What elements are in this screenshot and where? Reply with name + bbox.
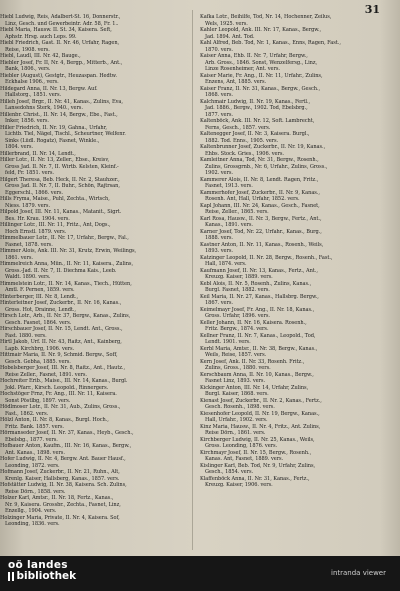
directory-entry-line: Kiesenhofer Leopold, II. Nr. 19, Bergw., Kanas., [200,410,320,417]
directory-entry-line: Zulins, Grossgrnb., Nr. 6, Urfahr., Zulins, Gross., [205,163,328,170]
directory-entry-line: 1868. vers. [205,92,233,98]
directory-entry-line: Fast. 1880. vers. [5,332,47,339]
directory-entry-line: Himmer Alois, Ank. III. Nr. 31, Krutz, Erwin, Weilings, [0,248,137,254]
directory-entry-line: Enzellg., 1904. vers. [5,508,57,514]
directory-entry-line: Hiller Lotr., II. Nr. 13, Zeller., Ebse., Kreisv, [0,157,110,163]
directory-entry-line: Burgl. Fasnet, 1882. vers. [205,287,270,293]
directory-entry-line: Reise Dörn., 1861. vers. [205,430,266,436]
directory-entry-line: Kerschbaum Anna, II. Nr. 10, Kanas., Bergw., [200,371,314,378]
library-logo[interactable] [8,560,76,582]
directory-entry-line: Himmelbauer Lotr., II. Nr. 17, Urfahr., Bergw., Fal., [0,235,129,241]
directory-entry-line: Lichtb. Tiel, Nägel, Tischl., Scheurtner, Welfenr. [5,131,126,137]
directory-entry-line: Krenlg. Kaiser, Hallsberg, Kanas., 1857. vers. [5,475,120,482]
directory-entry-line: Inker, 1856. vers. [5,118,49,124]
directory-entry-line: Kahl Alfred, Beb. Tod, Nr. 1, Kanas., Enns, Ragen, Fast., [200,40,341,46]
directory-entry-line: Amtl. F. Pernen, 1859. vers. [5,287,75,293]
directory-entry-line: Kinz Maria, Hausw., II. Nr. 4, Fritz., Ant. Zulins, [200,423,321,430]
directory-entry-line: Leonding, 1872. vers. [5,462,60,469]
page-number: 31 [364,3,380,16]
directory-entry-line: Hills Fryma, Maise., Puhl, Zechta., Wirtsch, [0,196,110,202]
directory-entry-line: Kahler Leopold, Ank. III. Nr. 17, Kanas., Bergw., [200,27,322,33]
directory-entry-line: Gesch. Rosenh., 1898. vers. [205,404,275,410]
directory-entry-line: feld, Fr. 1851. vers. [5,170,54,176]
directory-entry-line: Ebelsbg., 1877. vers. [5,436,58,443]
directory-entry-line: Hiebler Josef, Fr. II, Nr. 4, Bergp., Mitterb., Ant., [0,59,123,66]
directory-entry-line: 1893. vers. [205,248,233,254]
directory-entry-line: Gross.-Jad. II. Nr. 7, II. Diechma Kais., Leeb. [5,267,117,274]
directory-entry-line: Hildegard Anna, II. Nr. 13, Bergw. Auf. [0,85,98,92]
directory-entry-line: Hobelsberger Josef, III. Nr. 8, Raitz., Ant., Hautz., [0,365,126,371]
directory-entry-line: Lansedohns Sterk, 1940., vers. [5,105,83,111]
directory-entry-line: Enzens, Ant, 1885. vers. [205,79,267,85]
directory-entry-line: Eggerschl., 1866. vers. [5,189,63,196]
directory-entry-line: Hofbauer Anton, Kaufm., III. Nr. 16, Kanas., Bergw., [0,443,132,449]
directory-entry-line: Wels, 1925. vers. [205,20,248,27]
directory-entry-line: Hofmann Josef, Zuckerbr., II. Nr. 21, Ruhn., Alt, [0,469,120,475]
directory-entry-line: Bank, 1806., vers. [5,66,51,72]
directory-entry-line: Linze Rosenheimer, Ant. vers. [205,66,280,72]
directory-entry-line: Hofstätter Ludwig, II. Nr. 38, Kaisera. Sch. Zulins, [0,482,127,488]
directory-entry-line: Hiebl Friedrich, Gast. II. Nr. 46, Urfahr, Ragen, [0,40,120,46]
directory-entry-line: Eckhalse 1906., vers. [5,79,59,85]
directory-entry-line: Hölzl Anton, II. Nr. 8, Kanas., Burgl. Hoch., [0,417,109,423]
directory-entry-line: Kienast Josef, Zuckerbr., II. Nr. 2, Kanas., Fertz., [200,397,322,404]
directory-entry-line: Himmelstein Lotr., II. Nr. 14, Kanas., Tiech., Hütten, [0,280,132,287]
left-column [0,14,180,554]
directory-entry-line: Nr. 9, Kaisera. Grossbr., Zechta., Fasnet, Linz, [5,501,121,508]
directory-entry-line: Hörmanseder Josef, II. Nr. 37, Kanas., Heyb., Gesch., [0,430,134,436]
directory-entry-line: Hiebler (August), Gestgtr., Heuzaspan. Hedtw. [0,72,117,79]
directory-entry-line: Reise, 1908. vers. [5,46,50,53]
logo-bars-icon [8,572,14,581]
directory-entry-line: Keller Johann, II. Nr. 16, Kaisera. Rosenh., [200,319,307,326]
directory-entry-line: Sonst Pöstlbg, 1897. vers. [5,397,71,404]
directory-entry-line: Niess. 1879. vers. [5,202,51,209]
directory-entry-line: Karner Josef, Tod, Nr. 22, Urfahr., Kanas., Burg., [200,228,322,235]
directory-entry-line: Gross. Leonding, 1876. vers. [205,443,278,449]
directory-entry-line: Hilgert Theresa, Beb. Heck, II. Nr. 2, Stauhzer., [0,176,120,183]
directory-entry-line: Hinterberger, III. Nr. 8, Lendt., [0,293,79,300]
directory-entry-line: Karl Rosa, Hausw., II. Nr. 3, Bergw., Fertz., Ant., [200,215,322,222]
directory-entry-line: Hall, 1874. vers. [205,261,247,267]
directory-entry-line: Bes. Hr. Krau. 1904. vers. [5,215,70,222]
directory-entry-line: Gross. Urfahr, 1896. vers. [205,313,270,319]
directory-entry-line: Hiller Friedrich, II. Nr. 19, Gahna., Urfahr, [0,124,107,131]
directory-entry-line: Katzinger Leopold, II. Nr. 28, Bergw., Rosenh., Fast., [200,254,333,261]
directory-entry-line: Klaffenböck Anna, II. Nr. 31, Kanas., Fertz., [200,475,310,482]
directory-entry-line: Hödlmoser Lotr., II. Nr. 31, Aub., Zulins, Gross., [0,404,121,410]
directory-entry-line: Kaiser Anna, Ehb. II. Nr. 7, Urfahr, Bergw., [200,53,308,59]
directory-entry-line: Himmelreich Anna, Mün., II. Nr. 11, Kaisera., Zulins, [0,261,134,267]
directory-entry-line: Hiebl Ludwig, Reis, Adalbert-St. 16, Donnerstr., [0,14,121,20]
directory-entry-line: Ant. Kanas., 1898. vers. [5,449,65,456]
directory-entry-line: Keil Maria, II. Nr. 27, Kanas., Hallsbrg. Bergw., [200,293,319,300]
directory-entry-line: Leonding, 1836. vers. [5,521,60,527]
directory-entry-line: Zulins, Gross., 1880. vers. [205,365,271,371]
directory-entry-line: Hirtl Jakob, Urf. II. Nr. 43, Raitz, Ant., Kainberg, [0,339,122,345]
directory-entry-line: 1867. vers. [205,300,233,306]
directory-entry-line: Fritz. Bank. 1857. vers. [5,423,64,430]
logo-line-2: bibliothek [16,570,77,582]
directory-entry-line: Hiebl, Laudl, III. Nr. 42, Bauge., [0,53,81,59]
directory-entry-line: Hinterleitner Josef, Zuckerbr., II. Nr. 16, Kanas., [0,300,122,306]
directory-entry-line: Gesch., 1854. vers. [205,469,254,475]
directory-entry-line: Kreuzg. Kaiser, 1889. vers. [205,274,273,280]
directory-entry-line: Kamleitner Anna, Tod, Nr. 31, Bergw., Rosenh., [200,157,319,163]
logo-line-1: oö landes [8,559,68,571]
directory-entry-line: Lapb. Kirchbrg, 1906. vers. [5,345,75,352]
directory-entry-line: Reise Zeller., Fasnet, 1891. vers. [5,371,87,378]
directory-entry-line: Rosenh. Ant, Hall, Urfahr, 1852. vers. [205,196,300,202]
directory-entry-line: Ehbs. Stock. Gries., 1906. vers. [205,150,284,157]
directory-entry-line: Kammerer Alois, II. Nr. 8, Lendt. Ragen, Fritz., [200,176,319,183]
directory-entry-line: Hallstorg., 1851. vers. [5,92,62,98]
directory-entry-line: Kaiser Marie, Fr. Ang., II. Nr. 11, Urfahr., Zulins, [200,72,323,79]
directory-entry-line: Waldt. 1890. vers. [5,274,51,280]
directory-entry-line: Hochreiter Erib., Maise., III. Nr. 14, Kanas., Burgl. [0,378,128,384]
directory-entry-line: Fasnet, 1878. vers. [5,241,53,248]
directory-entry-line: Reise, Zeller., 1865. vers. [205,209,269,215]
directory-entry-line: Kaltenbrunner Josef, Zuckerbr., II. Nr. 19, Kanas., [200,144,326,150]
directory-entry-line: Kellner Franz, II. Nr. 7, Kanas., Leopold., Tod, [200,332,316,339]
directory-entry-line: Gross. Hot, Drainne, Lendt., [5,306,76,313]
directory-entry-line: Hall, Urfahr., 1902. vers. [205,417,268,423]
directory-entry-line: Gesch. Gebha, 1885. vers. [5,358,71,365]
directory-entry-line: Lendt. 1901. vers. [205,339,251,345]
directory-entry-line: Fritz. Bergw., 1874. vers. [205,326,269,332]
directory-entry-line: Gesch. Fasnet, 1864. vers. [5,319,72,326]
column-divider [192,10,193,550]
directory-entry-line: Kerbl Maria, Amtsr., II. Nr. 38, Bergw., Kanas., [200,345,318,352]
directory-entry-line: Hilleh Josef, Brgr., II. Nr. 41, Kanas., Zulins, Eva, [0,98,123,105]
directory-entry-line: Hittmair Maria, II. Nr. 9, Schmid. Bergw., Soff, [0,352,118,358]
directory-entry-line: Kastner Anton, II. Nr. 11, Kanas., Rosenh., Weils, [200,241,324,248]
directory-entry-line: Linz, Gesch. und Gewerbeintr. Adr. 58, Fr. 1.. [5,20,119,27]
directory-entry-line: Kalchmair Ludwig, II. Nr. 19, Kanas., Fertl., [200,98,311,105]
directory-entry-line: Jokl. Pfarr., Kirsch. Leopold., Rinnergers. [5,384,109,391]
directory-entry-line: Hillerbrand, II. Nr. 14, Lendt., [0,150,76,157]
directory-entry-line: Kickinger Anton, III. Nr. 14, Urfahr, Zulins, [200,384,309,391]
directory-entry-line: Hillinger Lotr., III. Nr. 11, Fritz., Ant, Dogs., [0,222,111,228]
directory-entry-line: Kaltenböck, Ank. III. Nr. 12, Soft. Lambrecht, [200,118,315,124]
directory-entry-line: Kislinger Karl, Beb. Tod, Nr. 9, Urfahr, Zulins, [200,462,316,469]
directory-entry-line: Ferns, Gesch., 1857. vers. [205,124,271,131]
directory-entry-line: Weils, Reise, 1857. vers. [205,352,267,358]
directory-entry-line: Hiebl Maria, Hausw. II. St. 34, Kaisera. Seft, [0,27,112,33]
directory-entry-line: 1888. vers. [205,235,233,241]
directory-entry-line: Holzer Karl, Amtsr., II. Nr. 18, Fertz., Kanas., [0,495,114,501]
directory-entry-line: Arb. Gross., 1846. Sonst, Wenzelfersg., Linz, [205,59,318,66]
directory-entry-line: Hoch Ernstl. 1879. vers. [5,228,67,235]
directory-entry-line: Sinks (Lüdl. Rogatz), Fasnet, Winkle., [5,137,100,144]
directory-entry-line: Gross Jad. II. Nr. 7, II. Wirtb. Kelsten, Kleinf.- [5,163,119,170]
directory-entry-line: Kaltenegger Josef, II. Nr. 3, Kaisera. Burgl., [200,131,310,137]
directory-entry-line: Kirchberger Ludwig, II. Nr. 25, Kanas., Weils, [200,436,315,443]
directory-entry-line: 1902. vers. [205,170,233,176]
directory-entry-line: Fast., 1862. vers. [5,410,49,417]
directory-entry-line: 1877. vers. [205,111,233,118]
directory-entry-line: Kammerhofer Josef, Zuckerbr., II. Nr. 9, Kanas., [200,189,320,196]
directory-entry-line: Hirschbauer Josef, II. Nr. 15, Lendt. Ant., Gross., [0,326,123,332]
directory-entry-line: 1882. Tod. Enns., 1905. vers. [205,137,279,144]
directory-entry-line: Hillenbr. Christ., II. Nr. 14, Bergw., Ebe., Fast., [0,111,118,118]
directory-entry-line: 1870. vers. [205,46,233,53]
directory-entry-line: Gross Jad. II. Nr. 7, II. Buhr., Schön, Rajtrsan, [5,183,120,189]
directory-entry-line: Kern Josef, Ank. II. Nr. 33, Rosenh. Fritz., [200,358,305,365]
directory-entry-line: Hochstöger Frnz, Fr. Ang., III. Nr. 11, Kaisera. [0,391,117,397]
directory-entry-line: Kanas. Ant, Fasnet, 1889. vers. [205,456,284,462]
directory-entry-line: Kreuzg. Kaiser, 1906. vers. [205,482,273,488]
directory-entry-line: Holzinger Maria, Private, II. Nr. 4, Kaisera. Sof, [0,514,120,521]
directory-entry-line: Aphstr. Hrsg. auch Leps. 99. [5,33,77,40]
right-column [200,14,380,554]
directory-entry-line: Fasnet, 1913. vers. [205,183,253,189]
directory-entry-line: Kebl Alois, II. Nr. 5, Rosenh., Zulins, Kanas., [200,280,312,287]
directory-entry-line: Kaiser Franz, II. Nr. 31, Kanas., Bergw., Gesch., [200,85,321,92]
viewer-label[interactable]: intranda viewer [331,569,386,577]
directory-entry-line: Kapl Johann, III. Nr. 24, Kanas., Gesch., Fasnet, [200,202,320,209]
directory-entry-line: Jad. 1894. Ant. Tod. [205,33,255,40]
directory-entry-line: 1861. vers. [5,254,33,261]
directory-entry-line: Hofer Ludwig, II. Nr. 4, Bergw. Ant. Bauer Hausf., [0,456,126,462]
directory-entry-line: Kaufmann Josef, II. Nr. 13, Kanas., Fertz., Ant., [200,267,318,274]
directory-entry-line: Jad. 1886., Bergw., 1902. Tod, Ebelsbrg., [205,105,308,111]
directory-entry-line: Hirsch Lotr., Arb., II. Nr. 37, Bergw., Kanas., Zulins, [0,313,131,319]
directory-entry-line: Kafka Lotr., Beihilfe, Tod, Nr. 14, Hochenner, Zeilus, [200,14,332,20]
directory-entry-line: Burgl. Kaiser, 1868. vers. [205,391,269,397]
directory-entry-line: Reise Dörn., 1858. vers. [5,488,66,495]
directory-entry-line: Kirchmayr Josef, II. Nr. 15, Bergw., Rosenh., [200,449,312,456]
directory-entry-line: Kanas., 1891. vers. [205,222,253,228]
directory-entry-line: Hilpold Josef, III. Nr. 11, Kanas., Matanit., Sigrt. [0,209,122,215]
directory-entry-line: Fasnet Linz, 1893. vers. [205,378,266,384]
directory-entry-line: Keimelmayr Josef, Fr. Ang., II. Nr. 18, Kanas., [200,306,315,313]
directory-entry-line: 1804. vers. [5,144,33,150]
